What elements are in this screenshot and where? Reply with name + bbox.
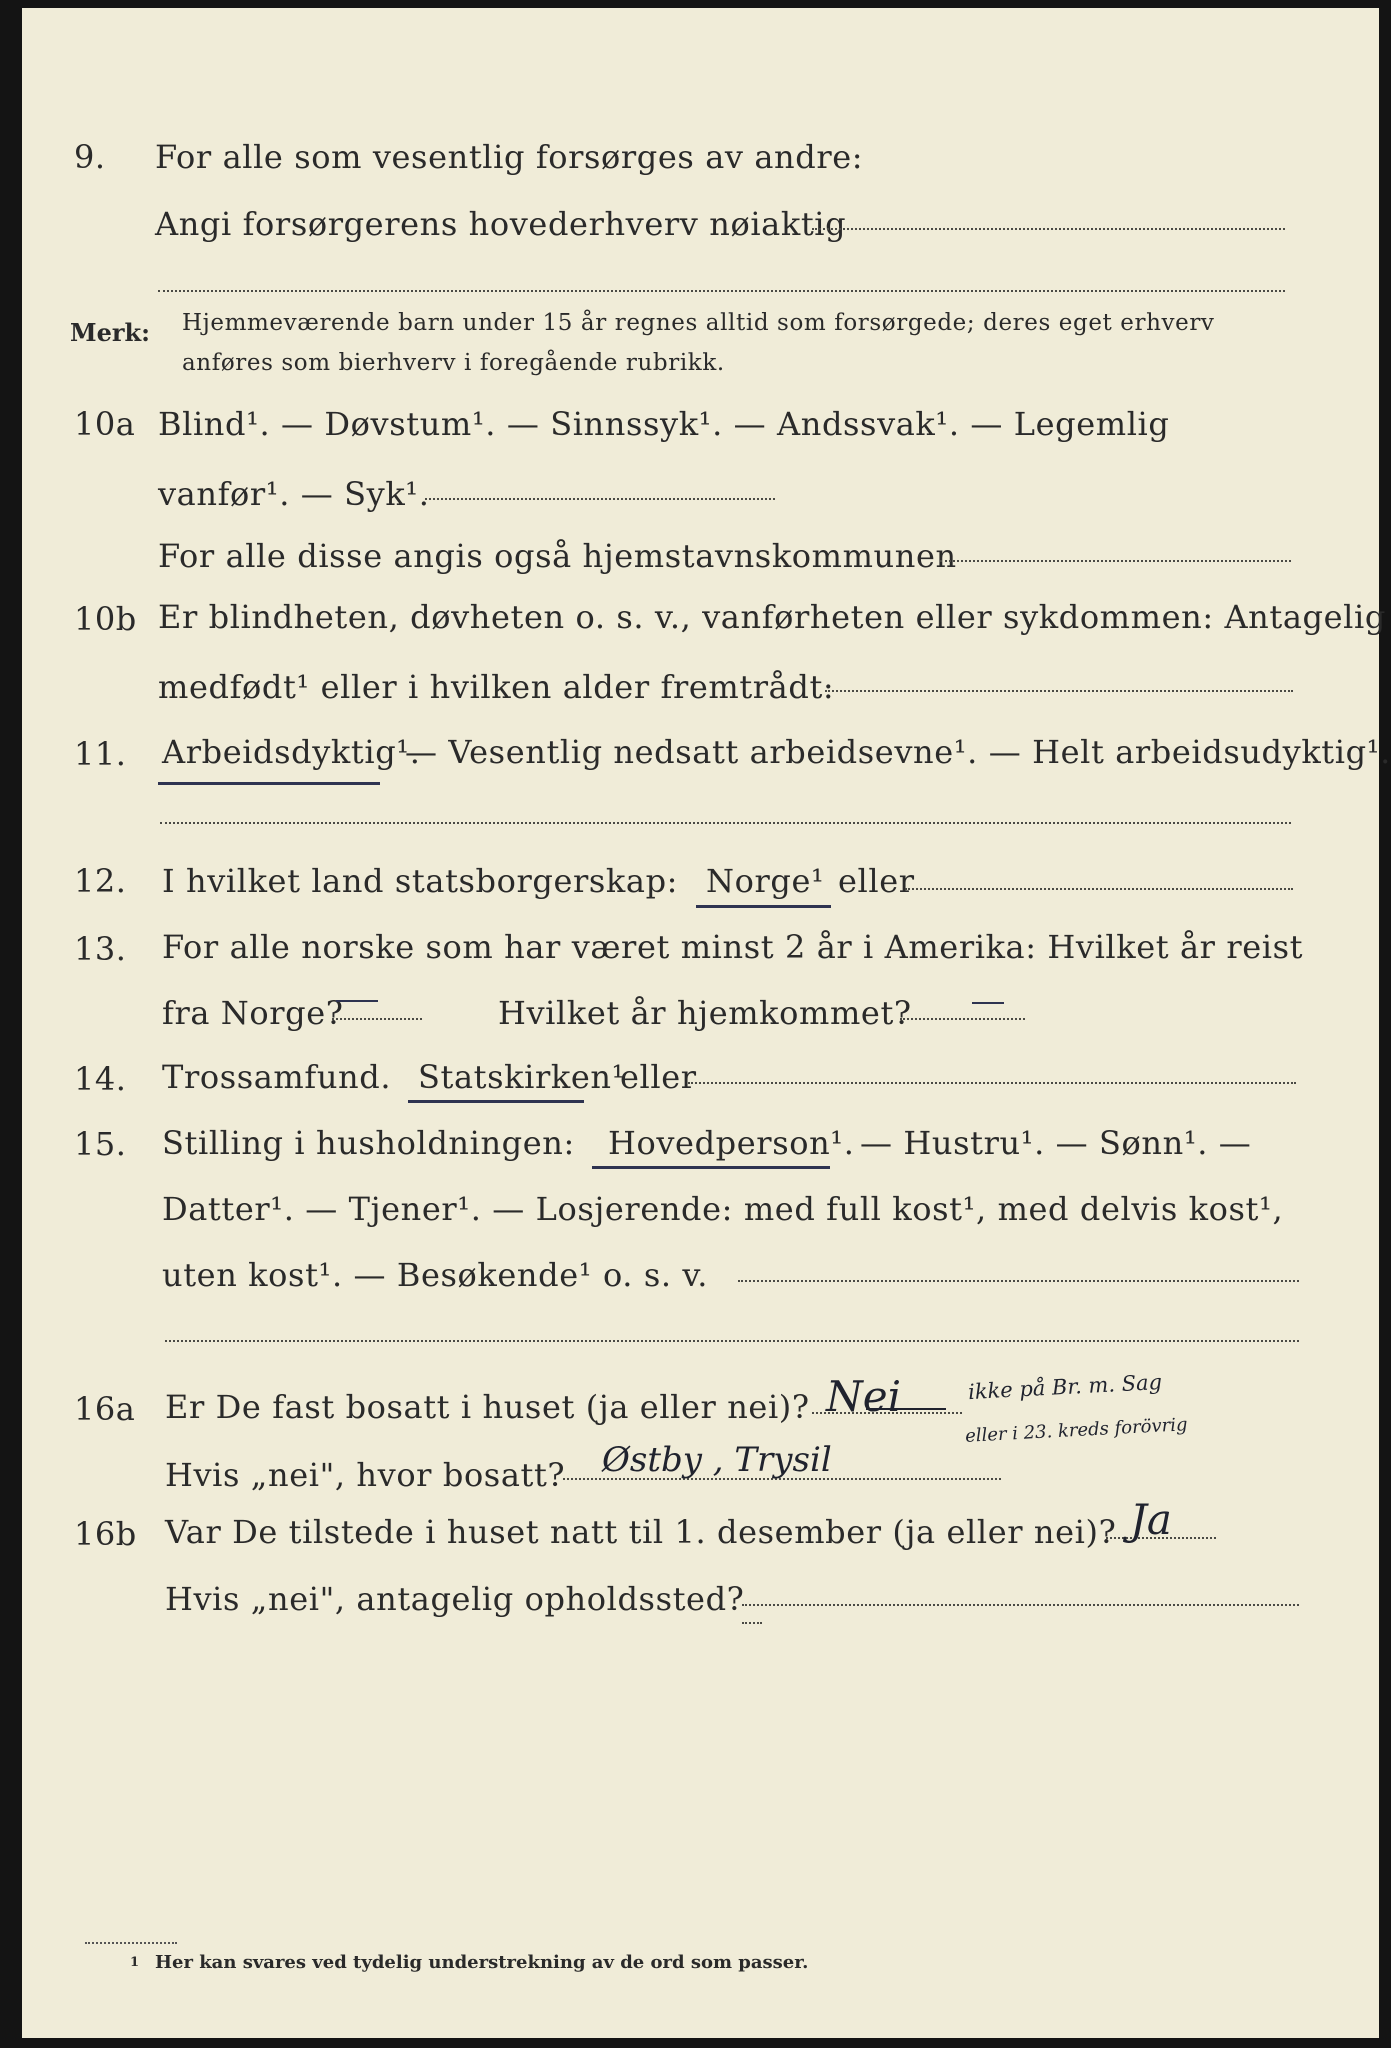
handwritten-answer: Ja (1130, 1495, 1172, 1544)
question-text: eller (838, 862, 915, 900)
question-text: — Vesentlig nedsatt arbeidsevne¹. — Helt arbeidsudyktig¹. (405, 733, 1391, 771)
handwritten-answer: Nei (826, 1372, 902, 1421)
question-number: 11. (74, 735, 127, 773)
question-number: 9. (74, 138, 106, 176)
question-number: 10b (74, 600, 137, 638)
question-text: vanfør¹. — Syk¹. (158, 475, 430, 513)
answer-line (332, 1018, 422, 1020)
answer-line (688, 1082, 1296, 1084)
remark-text: anføres som bierhverv i foregående rubrikk. (182, 350, 725, 376)
answer-line (812, 228, 1285, 230)
question-text: Trossamfund. (162, 1058, 392, 1096)
question-number: 14. (74, 1060, 127, 1098)
question-text: Datter¹. — Tjener¹. — Losjerende: med full kost¹, med delvis kost¹, (162, 1190, 1284, 1228)
answer-line-fragment (742, 1622, 762, 1624)
question-number: 10a (74, 405, 136, 443)
question-number: 15. (74, 1125, 127, 1163)
question-text: Hvis „nei", hvor bosatt? (165, 1456, 566, 1494)
answer-line (900, 1018, 1025, 1020)
scan-edge-top (0, 0, 1391, 8)
question-text: Hvis „nei", antagelig opholdssted? (165, 1580, 745, 1618)
dash-mark (336, 1000, 378, 1002)
answer-line (905, 888, 1293, 890)
question-text: Er De fast bosatt i huset (ja eller nei)? (165, 1388, 810, 1426)
question-text: Blind¹. — Døvstum¹. — Sinnssyk¹. — Andssvak¹. — Legemlig (158, 405, 1170, 443)
question-text: I hvilket land statsborgerskap: (162, 862, 679, 900)
question-number: 16b (74, 1515, 137, 1553)
option-arbeidsdyktig: Arbeidsdyktig¹. (162, 733, 421, 771)
question-text: Hvilket år hjemkommet? (498, 994, 912, 1032)
option-hovedperson: Hovedperson¹. (608, 1124, 855, 1162)
option-norge: Norge¹ (706, 862, 825, 900)
question-text: — Hustru¹. — Sønn¹. — (860, 1124, 1252, 1162)
question-text: Angi forsørgerens hovederhverv nøiaktig (155, 205, 847, 243)
question-text: eller (620, 1058, 697, 1096)
answer-line (825, 690, 1293, 692)
answer-line (158, 290, 1285, 292)
handwritten-note: eller i 23. kreds forövrig (964, 1414, 1189, 1447)
remark-label: Merk: (70, 318, 150, 347)
question-text: medfødt¹ eller i hvilken alder fremtrådt: (158, 668, 835, 706)
dash-mark (972, 1002, 1004, 1004)
answer-underline (592, 1166, 830, 1169)
remark-text: Hjemmeværende barn under 15 år regnes alltid som forsørgede; deres eget erhverv (182, 310, 1215, 336)
question-text: Er blindheten, døvheten o. s. v., vanførheten eller sykdommen: Antagelig (158, 598, 1386, 636)
question-text: For alle norske som har været minst 2 år i Amerika: Hvilket år reist (162, 928, 1304, 966)
answer-line (425, 498, 775, 500)
answer-line (940, 560, 1291, 562)
option-statskirken: Statskirken¹ (418, 1058, 626, 1096)
answer-line (738, 1280, 1299, 1282)
footnote-rule (85, 1942, 177, 1944)
question-number: 13. (74, 930, 127, 968)
answer-line (742, 1604, 1299, 1606)
question-number: 16a (74, 1390, 136, 1428)
question-text: uten kost¹. — Besøkende¹ o. s. v. (162, 1256, 709, 1294)
question-number: 12. (74, 862, 127, 900)
question-text: For alle disse angis også hjemstavnskommunen (158, 537, 957, 575)
footnote-marker: 1 (130, 1955, 140, 1970)
answer-underline (408, 1100, 584, 1103)
answer-underline (696, 905, 831, 908)
answer-line (160, 822, 1291, 824)
question-text: Stilling i husholdningen: (162, 1124, 575, 1162)
question-text: For alle som vesentlig forsørges av andre: (155, 138, 864, 176)
scan-edge-left (0, 0, 22, 2048)
scan-edge-bottom (0, 2038, 1391, 2048)
scan-edge-right (1379, 0, 1391, 2048)
handwritten-answer: Østby , Trysil (602, 1440, 832, 1480)
answer-line (165, 1340, 1299, 1342)
answer-underline (158, 782, 380, 785)
handwritten-note: ikke på Br. m. Sag (967, 1369, 1163, 1405)
footnote-text: Her kan svares ved tydelig understrekning av de ord som passer. (155, 1952, 809, 1973)
question-text: fra Norge? (162, 994, 344, 1032)
handwritten-underline (866, 1408, 946, 1410)
question-text: Var De tilstede i huset natt til 1. desember (ja eller nei)? (165, 1513, 1117, 1551)
